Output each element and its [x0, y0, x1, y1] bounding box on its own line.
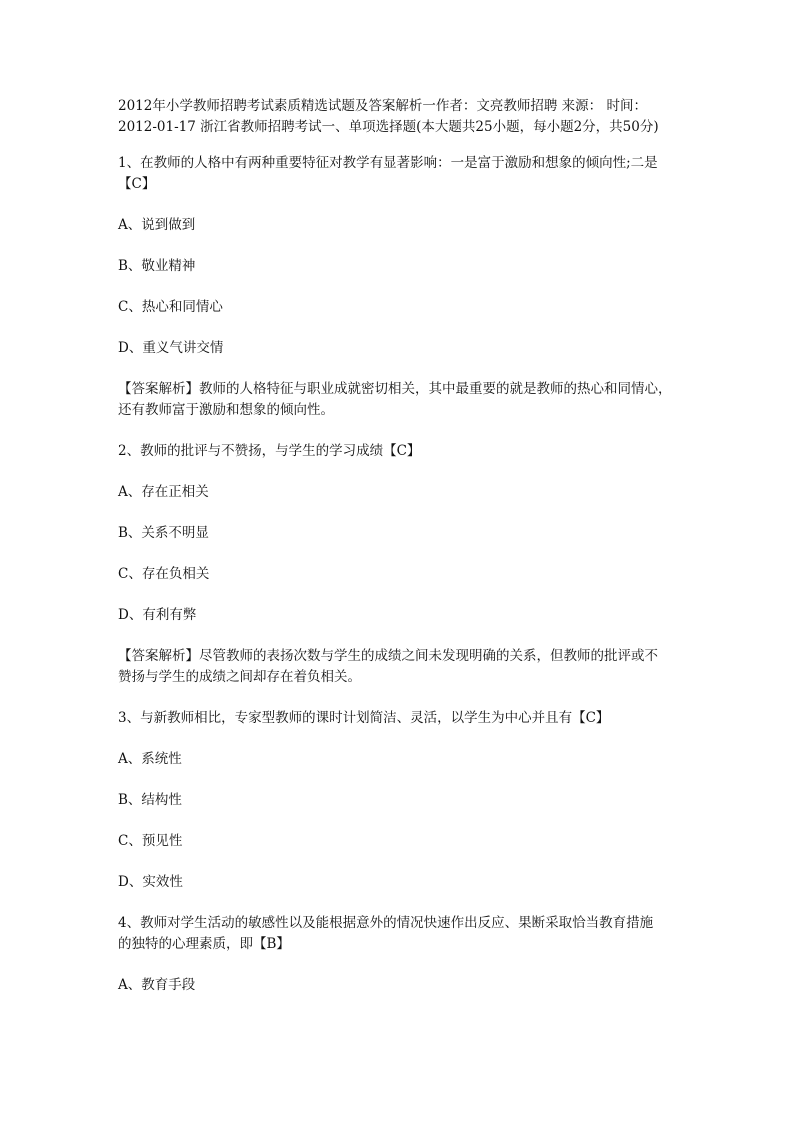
analysis-line: 还有教师富于激励和想象的倾向性。 [118, 402, 334, 418]
question-stem-line: 3、与新教师相比，专家型教师的课时计划简洁、灵活，以学生为中心并且有【C】 [118, 710, 610, 726]
question-stem-line: 1、在教师的人格中有两种重要特征对教学有显著影响：一是富于激励和想象的倾向性;二是 [118, 155, 658, 171]
question-1-analysis [118, 379, 678, 421]
question-1-stem [118, 153, 678, 195]
question-2-option-c: C、存在负相关 [118, 566, 210, 582]
question-2-option-d: D、有利有弊 [118, 607, 197, 623]
question-stem-line: 2、教师的批评与不赞扬，与学生的学习成绩【C】 [118, 443, 421, 459]
question-stem-line: 4、教师对学生活动的敏感性以及能根据意外的情况快速作出反应、果断采取恰当教育措施 [118, 915, 654, 931]
question-1-option-c: C、热心和同情心 [118, 299, 223, 315]
question-stem-line: 的独特的心理素质，即【B】 [118, 936, 290, 952]
question-2-option-a: A、存在正相关 [118, 484, 209, 500]
question-2-option-b: B、关系不明显 [118, 525, 209, 541]
question-3-option-c: C、预见性 [118, 833, 183, 849]
analysis-line: 【答案解析】教师的人格特征与职业成就密切相关，其中最重要的就是教师的热心和同情心， [118, 381, 672, 397]
analysis-line: 赞扬与学生的成绩之间却存在着负相关。 [118, 669, 361, 685]
analysis-line: 【答案解析】尽管教师的表扬次数与学生的成绩之间未发现明确的关系，但教师的批评或不 [118, 648, 658, 664]
question-1-option-d: D、重义气讲交情 [118, 340, 224, 356]
question-3-option-d: D、实效性 [118, 874, 183, 890]
question-3-option-b: B、结构性 [118, 792, 182, 808]
document-page [118, 96, 678, 1016]
question-3-stem [118, 708, 678, 729]
question-stem-line: 【C】 [118, 176, 156, 192]
question-2-stem [118, 441, 678, 462]
question-3-option-a: A、系统性 [118, 751, 182, 767]
question-4-stem [118, 913, 678, 955]
question-4-option-a: A、教育手段 [118, 977, 196, 993]
question-1-option-b: B、敬业精神 [118, 258, 196, 274]
question-1-option-a: A、说到做到 [118, 217, 196, 233]
header-line-1: 2012年小学教师招聘考试素质精选试题及答案解析一作者：文亮教师招聘 来源： 时间： [118, 98, 647, 114]
question-2-analysis [118, 646, 678, 688]
header-line-2: 2012-01-17 浙江省教师招聘考试一、单项选择题(本大题共25小题，每小题2分，共50分) [118, 119, 659, 135]
document-header [118, 96, 678, 138]
